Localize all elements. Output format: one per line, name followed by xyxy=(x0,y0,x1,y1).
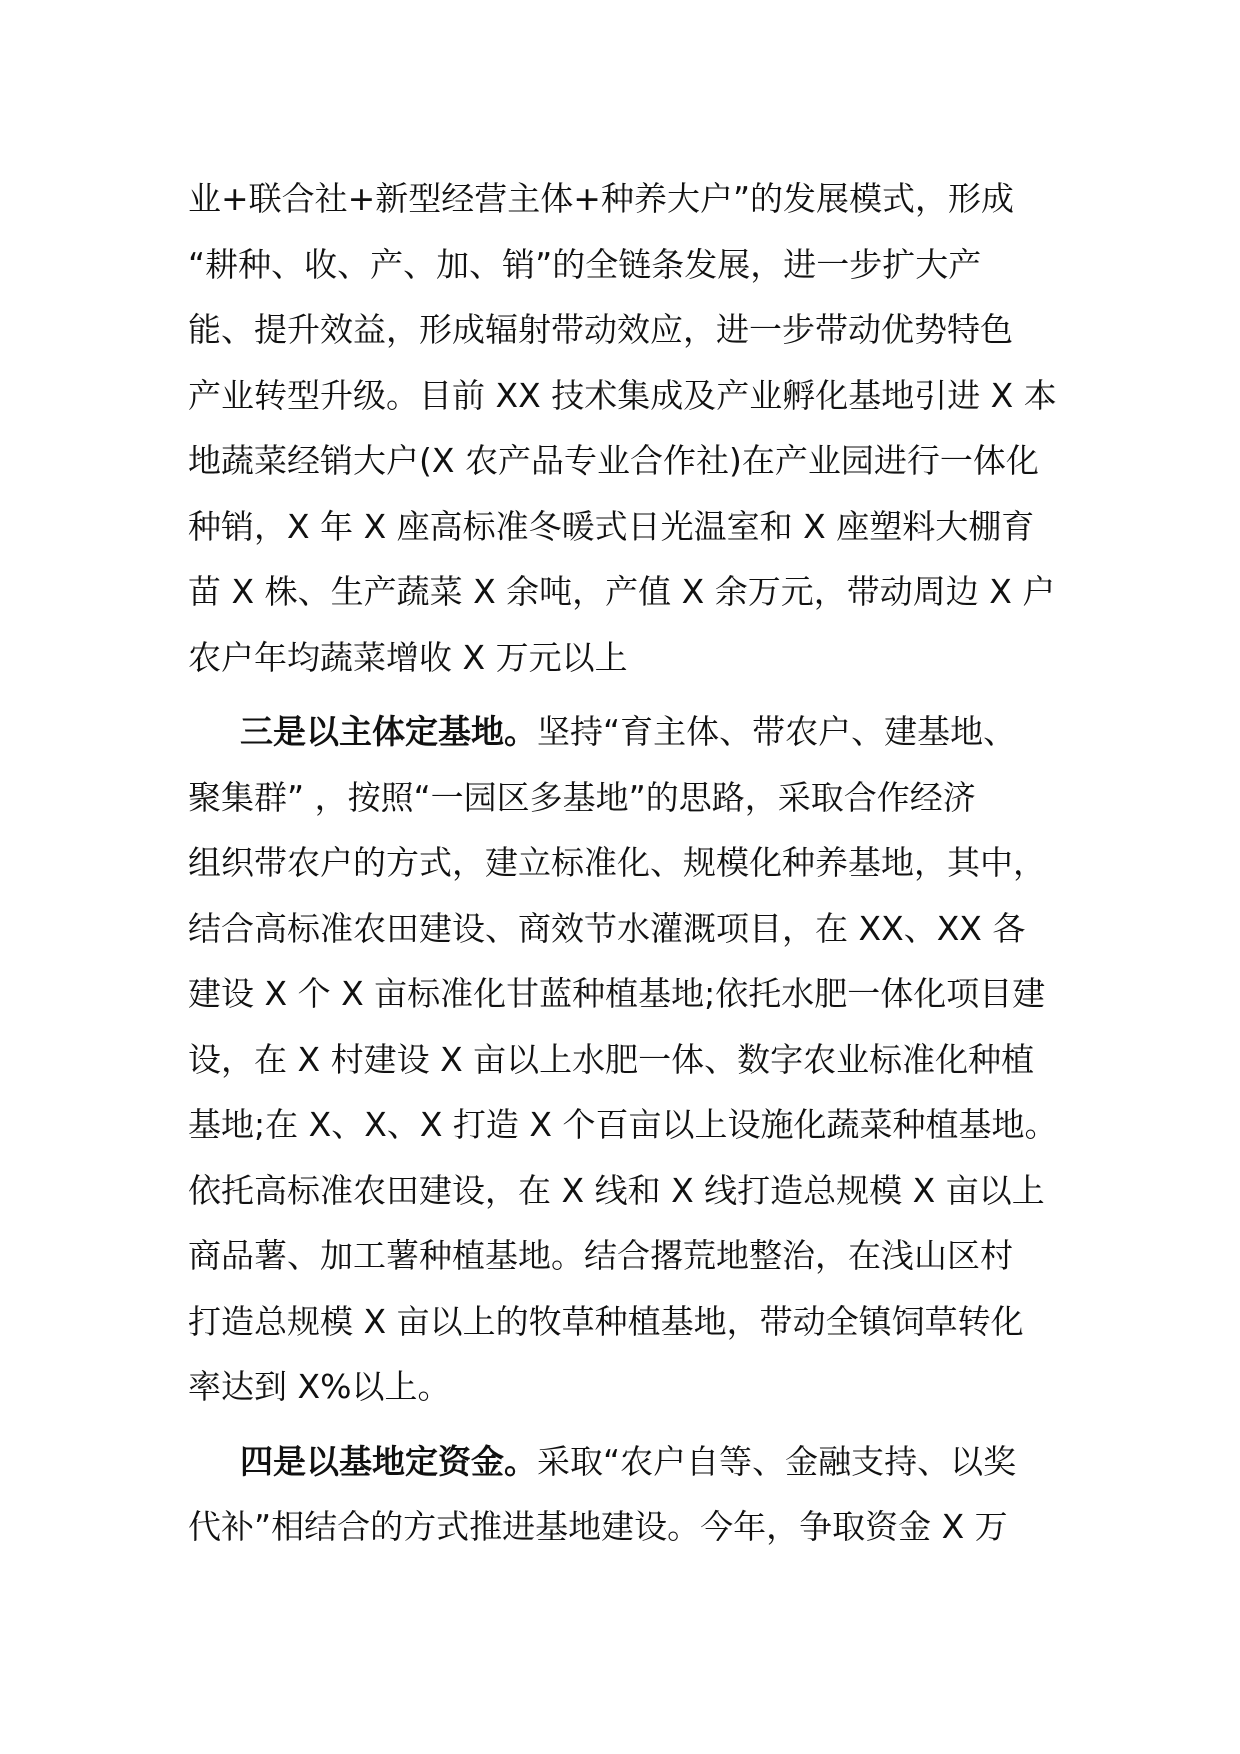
paragraph-heading: 三是以主体定基地。 xyxy=(240,712,537,751)
text-line: 建设 X 个 X 亩标准化甘蓝种植基地;依托水肥一体化项目建 xyxy=(188,974,1046,1013)
text-line: 依托高标准农田建设，在 X 线和 X 线打造总规模 X 亩以上 xyxy=(188,1170,1045,1210)
text-line: “耕种、收、产、加、销”的全链条发展，进一步扩大产 xyxy=(188,244,982,284)
paragraph-2 xyxy=(188,699,1068,1420)
text-line: 农户年均蔬菜增收 X 万元以上 xyxy=(188,637,628,677)
text-line: 商品薯、加工薯种植基地。结合撂荒地整治，在浅山区村 xyxy=(188,1236,1013,1275)
text-line: 业+联合社+新型经营主体+种养大户”的发展模式，形成 xyxy=(188,179,1015,218)
text-line-first xyxy=(188,1429,1068,1495)
text-line: 率达到 X%以上。 xyxy=(188,1367,451,1406)
text-line: 组织带农户的方式，建立标准化、规模化种养基地，其中， xyxy=(188,843,1046,882)
text-line: 基地;在 X、X、X 打造 X 个百亩以上设施化蔬菜种植基地。 xyxy=(188,1105,1058,1144)
text-line: 代补”相结合的方式推进基地建设。今年，争取资金 X 万 xyxy=(188,1507,1008,1546)
text-line: 种销，X 年 X 座高标准冬暖式日光温室和 X 座塑料大棚育 xyxy=(188,506,1035,546)
paragraph-spacer xyxy=(188,1420,1068,1429)
paragraph-spacer xyxy=(188,690,1068,699)
document-body xyxy=(188,166,1068,1560)
text-line: 苗 X 株、生产蔬菜 X 余吨，产值 X 余万元，带动周边 X 户 xyxy=(188,572,1056,611)
text-run: 坚持“育主体、带农户、建基地、 xyxy=(537,712,1017,751)
text-run: 采取“农户自等、金融支持、以奖 xyxy=(537,1441,1017,1481)
paragraph-3 xyxy=(188,1429,1068,1560)
text-line: 设，在 X 村建设 X 亩以上水肥一体、数字农业标准化种植 xyxy=(188,1039,1035,1079)
text-line-first xyxy=(188,699,1068,765)
text-line: 地蔬菜经销大户(X 农产品专业合作社)在产业园进行一体化 xyxy=(188,441,1039,480)
text-line: 产业转型升级。目前 XX 技术集成及产业孵化基地引进 X 本 xyxy=(188,375,1057,415)
paragraph-heading: 四是以基地定资金。 xyxy=(240,1441,537,1481)
text-line: 聚集群” ，按照“一园区多基地”的思路，采取合作经济 xyxy=(188,777,976,817)
text-line: 结合高标准农田建设、商效节水灌溉项目，在 XX、XX 各 xyxy=(188,908,1026,948)
text-line: 打造总规模 X 亩以上的牧草种植基地，带动全镇饲草转化 xyxy=(188,1301,1024,1341)
text-line: 能、提升效益，形成辐射带动效应，进一步带动优势特色 xyxy=(188,310,1013,349)
paragraph-1 xyxy=(188,166,1068,690)
